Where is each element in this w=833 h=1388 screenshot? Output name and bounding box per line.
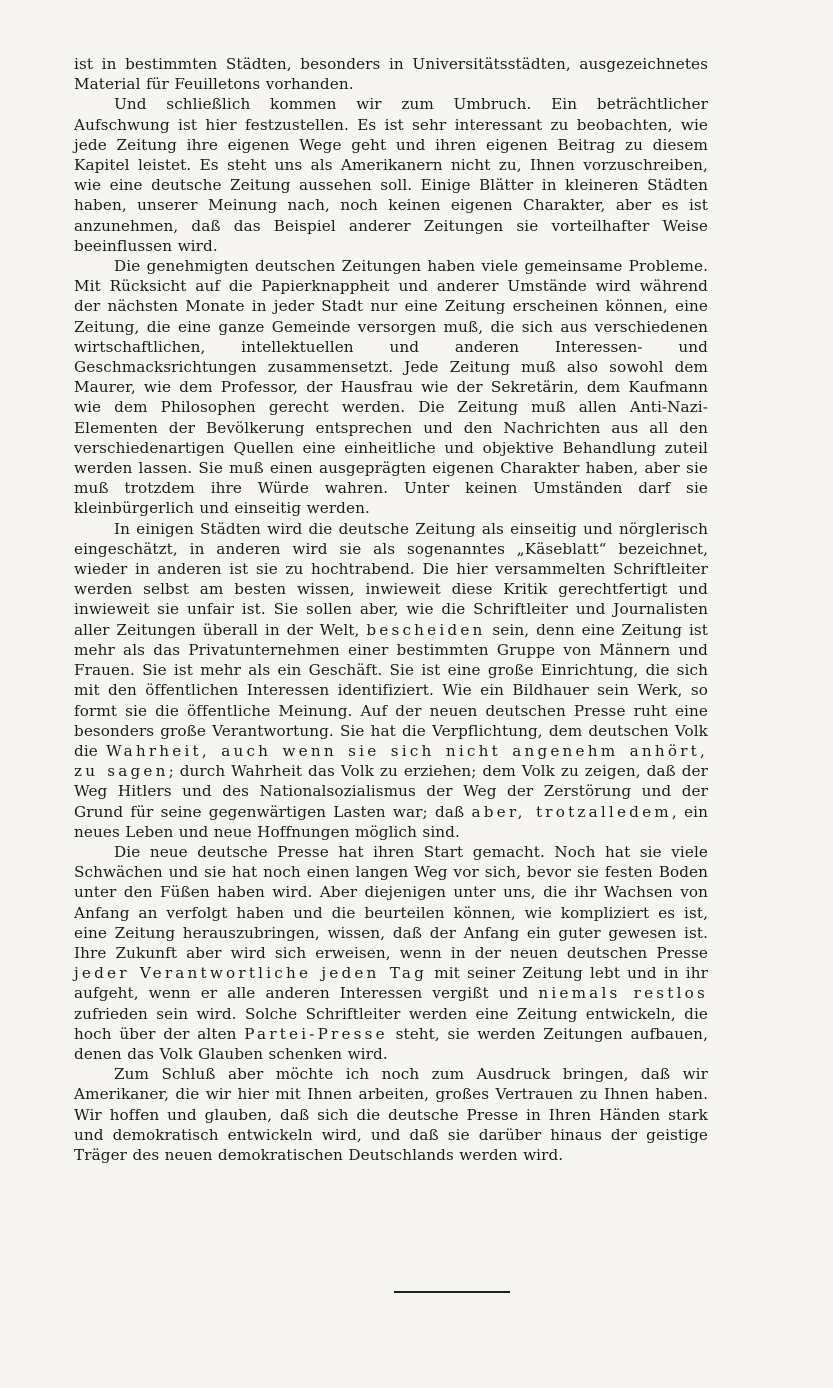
article-text-column xyxy=(74,54,708,1165)
text-run: , ein neues Leben und neue Hoffnungen möglich sind. xyxy=(74,802,708,841)
emphasized-spaced-text: Wahrheit, auch wenn sie sich nicht angenehm anhört, zu sagen xyxy=(74,741,709,781)
paragraph xyxy=(74,842,708,1064)
text-run: mit seiner Zeitung lebt und in ihr aufgeht, wenn er alle anderen Interessen vergißt und xyxy=(74,964,708,1003)
text-run: Die neue deutsche Presse hat ihren Start gemacht. Noch hat sie viele Schwächen und sie hat noch einen langen Weg vor sich, bevor sie festen Boden unter den Füßen haben wird. Aber diejenigen unter uns, die ihr Wachsen von Anfang an verfolgt haben und die beurteilen können, wie kompliziert es ist, eine Zeitung herauszubringen, wissen, daß der Anfang ein guter gewesen ist. Ihre Zukunft aber wird sich erweisen, wenn in der neuen deutschen Presse xyxy=(74,842,708,962)
text-run: In einigen Städten wird die deutsche Zeitung als einseitig und nörglerisch eingeschätzt, in anderen wird sie als sogenanntes „Käseblatt“ bezeichnet, wieder in anderen ist sie zu hochtrabend. Die hier versammelten Schriftleiter werden selbst am besten wissen, inwieweit diese Kritik gerechtfertigt und inwieweit sie unfair ist. Sie sollen aber, wie die Schriftleiter und Journalisten aller Zeitungen überall in der Welt, xyxy=(74,519,708,639)
text-run: Zum Schluß aber möchte ich noch zum Ausdruck bringen, daß wir Amerikaner, die wir hier mit Ihnen arbeiten, großes Vertrauen zu Ihnen haben. Wir hoffen und glauben, daß sich die deutsche Presse in Ihren Händen stark und demokratisch entwickeln wird, und daß sie darüber hinaus der geistige Träger des neuen demokratischen Deutschlands werden wird. xyxy=(74,1065,708,1164)
emphasized-spaced-text: niemals restlos xyxy=(538,984,708,1003)
paragraph xyxy=(74,94,708,256)
text-run: zufrieden sein wird. Solche Schriftleiter werden eine Zeitung entwickeln, die hoch über der alten xyxy=(74,1004,708,1043)
end-of-article-rule xyxy=(394,1291,510,1293)
paragraph xyxy=(74,256,708,519)
text-run: sein, denn eine Zeitung ist mehr als das Privatunternehmen einer bestimmten Gruppe von Männern und Frauen. Sie ist mehr als ein Geschäft. Sie ist eine große Einrichtung, die sich mit den öffentlichen Interessen identifiziert. Wie ein Bildhauer sein Werk, so formt sie die öffentliche Meinung. Auf der neuen deutschen Presse ruht eine besonders große Verantwortung. Sie hat die Verpflichtung, dem deutschen Volk die xyxy=(74,620,709,760)
paragraph xyxy=(74,54,708,94)
text-run: Und schließlich kommen wir zum Umbruch. Ein beträchtlicher Aufschwung ist hier festzustellen. Es ist sehr interessant zu beobachten, wie jede Zeitung ihre eigenen Wege geht und ihren eigenen Beitrag zu diesem Kapitel leistet. Es steht uns als Amerikanern nicht zu, Ihnen vorzuschreiben, wie eine deutsche Zeitung aussehen soll. Einige Blätter in kleineren Städten haben, unserer Meinung nach, noch keinen eigenen Charakter, aber es ist anzunehmen, daß das Beispiel anderer Zeitungen sie vorteilhafter Weise beeinflussen wird. xyxy=(74,95,708,255)
emphasized-spaced-text: bescheiden xyxy=(366,620,486,639)
emphasized-spaced-text: Partei-Presse xyxy=(244,1024,388,1043)
emphasized-spaced-text: jeder Verantwortliche jeden Tag xyxy=(74,964,428,983)
text-run: steht, sie werden Zeitungen aufbauen, denen das Volk Glauben schenken wird. xyxy=(74,1024,708,1063)
paragraph xyxy=(74,1064,708,1165)
text-run: ; durch Wahrheit das Volk zu erziehen; dem Volk zu zeigen, daß der Weg Hitlers und des Nationalsozialismus der Weg der Zerstörung und der Grund für seine gegenwärtigen Lasten war; daß xyxy=(74,762,708,821)
paragraph xyxy=(74,519,708,842)
text-run: Die genehmigten deutschen Zeitungen haben viele gemeinsame Probleme. Mit Rücksicht auf die Papierknappheit und anderer Umstände wird während der nächsten Monate in jeder Stadt nur eine Zeitung erscheinen können, eine Zeitung, die eine ganze Gemeinde versorgen muß, die sich aus verschiedenen wirtschaftlichen, intellektuellen und anderen Interessen- und Geschmacksrichtungen zusammensetzt. Jede Zeitung muß also sowohl dem Maurer, wie dem Professor, der Hausfrau wie der Sekretärin, dem Kaufmann wie dem Philosophen gerecht werden. Die Zeitung muß allen Anti-Nazi-Elementen der Bevölkerung entsprechen und den Nachrichten aus all den verschiedenartigen Quellen eine einheitliche und objektive Behandlung zuteil werden lassen. Sie muß einen ausgeprägten eigenen Charakter haben, aber sie muß trotzdem ihre Würde wahren. Unter keinen Umständen darf sie kleinbürgerlich und einseitig werden. xyxy=(74,257,708,518)
emphasized-spaced-text: aber, trotzalledem xyxy=(471,802,672,821)
text-run: ist in bestimmten Städten, besonders in Universitätsstädten, ausgezeichnetes Material für Feuilletons vorhanden. xyxy=(74,55,708,94)
